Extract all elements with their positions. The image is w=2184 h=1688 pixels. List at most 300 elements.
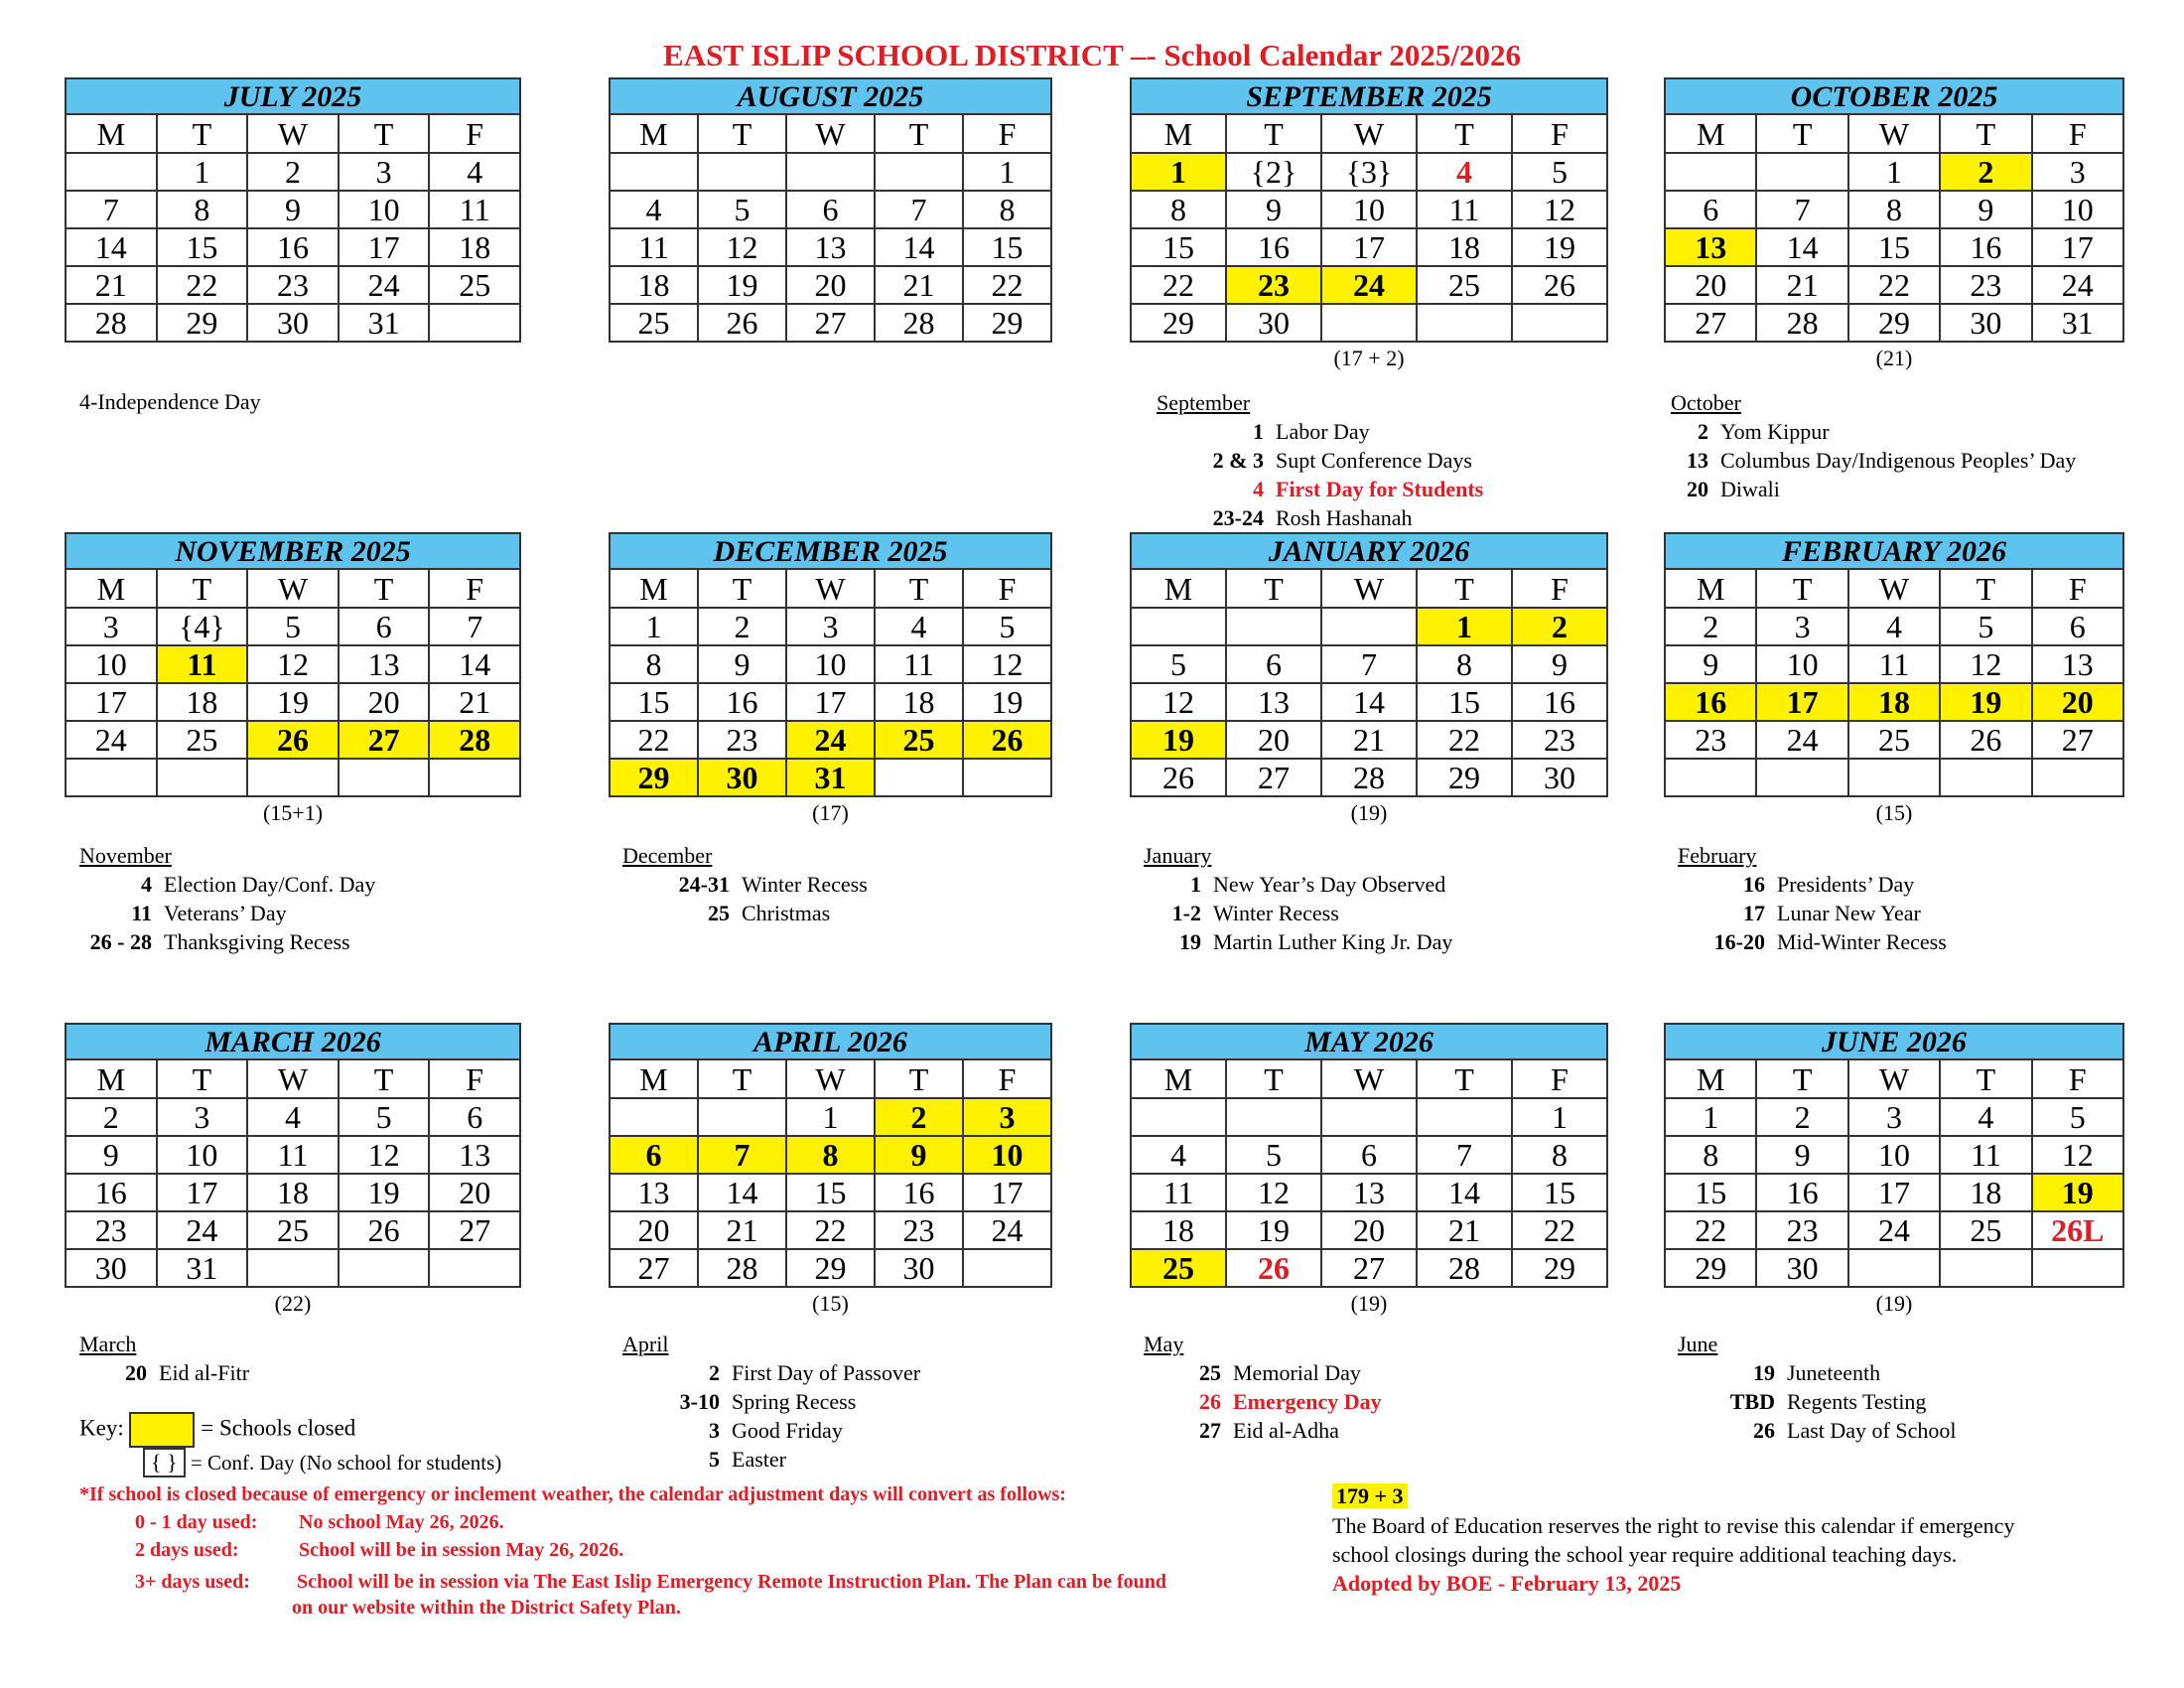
day-cell: 30: [1756, 1249, 1847, 1287]
week-row: [66, 645, 520, 683]
day-cell: 10: [339, 191, 430, 228]
instructional-day-count: (21): [1875, 346, 1913, 370]
day-cell: 19: [963, 683, 1051, 721]
day-cell: 18: [429, 228, 520, 266]
day-cell: 23: [698, 721, 786, 759]
note-date: 3-10: [679, 1389, 720, 1414]
day-cell: 10: [157, 1136, 248, 1174]
day-cell: 18: [1940, 1174, 2031, 1211]
week-row: [66, 191, 520, 228]
notes-april: [622, 1331, 920, 1474]
week-row: [1665, 1136, 2123, 1174]
week-row: [610, 228, 1051, 266]
week-row: [66, 1136, 520, 1174]
day-cell: 21: [698, 1211, 786, 1249]
week-row: [610, 1211, 1051, 1249]
week-row: [1665, 1211, 2123, 1249]
day-cell: 4: [1848, 608, 1940, 645]
instructional-day-count: (19): [1350, 1291, 1388, 1316]
week-row: [66, 1249, 520, 1287]
notes-heading: June: [1678, 1332, 1718, 1356]
day-cell: 18: [247, 1174, 339, 1211]
note-text: First Day for Students: [1276, 477, 1484, 501]
weekday-header: T: [1417, 1060, 1512, 1098]
day-cell: 28: [875, 304, 963, 342]
day-cell: 7: [1756, 191, 1847, 228]
weekday-header: W: [786, 1060, 875, 1098]
note-text: Veterans’ Day: [164, 901, 287, 925]
day-cell: 5: [1512, 153, 1607, 191]
day-cell: 20: [339, 683, 430, 721]
day-cell: 30: [247, 304, 339, 342]
day-cell: [1940, 1249, 2031, 1287]
day-cell: 27: [2032, 721, 2123, 759]
day-cell: 10: [66, 645, 157, 683]
day-cell: 1: [610, 608, 698, 645]
weekday-header-row: [1131, 570, 1607, 608]
note-text: Yom Kippur: [1720, 419, 1830, 444]
note-item: [1144, 870, 1452, 899]
weekday-header: W: [1321, 570, 1417, 608]
day-cell: 26: [247, 721, 339, 759]
day-cell: [610, 1098, 698, 1136]
note-item: [1678, 927, 1947, 956]
day-cell: 9: [1665, 645, 1756, 683]
day-cell: 15: [963, 228, 1051, 266]
weekday-header: F: [429, 115, 520, 153]
day-cell: 23: [66, 1211, 157, 1249]
note-date: 2: [709, 1360, 720, 1385]
weekday-header: F: [963, 1060, 1051, 1098]
day-cell: 9: [698, 645, 786, 683]
month-title: NOVEMBER 2025: [65, 532, 521, 570]
day-cell: 15: [1665, 1174, 1756, 1211]
emergency-row-0: [135, 1511, 504, 1534]
note-date: 1: [1190, 872, 1201, 897]
day-cell: 4: [1417, 153, 1512, 191]
day-cell: [610, 153, 698, 191]
day-cell: 24: [1756, 721, 1847, 759]
day-cell: 9: [66, 1136, 157, 1174]
page-title: EAST ISLIP SCHOOL DISTRICT –- School Calendar 2025/2026: [663, 38, 1521, 72]
day-cell: 28: [1756, 304, 1847, 342]
day-cell: [1131, 1098, 1226, 1136]
week-row: [610, 1249, 1051, 1287]
week-row: [1665, 721, 2123, 759]
week-row: [610, 304, 1051, 342]
day-cell: 17: [157, 1174, 248, 1211]
day-cell: 11: [157, 645, 248, 683]
day-cell: 13: [786, 228, 875, 266]
note-date: 5: [709, 1447, 720, 1472]
day-cell: 21: [429, 683, 520, 721]
total-days: [1332, 1483, 1408, 1509]
day-cell: 1: [786, 1098, 875, 1136]
weekday-header: F: [963, 115, 1051, 153]
note-independence-day: 4-Independence Day: [79, 389, 261, 414]
day-cell: 8: [610, 645, 698, 683]
note-item: [1144, 927, 1452, 956]
day-cell: 16: [1512, 683, 1607, 721]
day-cell: 29: [610, 759, 698, 796]
weekday-header: T: [875, 1060, 963, 1098]
day-cell: 15: [1131, 228, 1226, 266]
note-text: Spring Recess: [732, 1389, 857, 1414]
month-june: [1664, 1023, 2124, 1288]
key-conf-box: { }: [143, 1448, 186, 1477]
legend-conf: [143, 1448, 501, 1477]
weekday-header: T: [1417, 115, 1512, 153]
day-cell: 9: [1940, 191, 2031, 228]
day-cell: 26L: [2032, 1211, 2123, 1249]
day-cell: [875, 759, 963, 796]
weekday-header: M: [1131, 115, 1226, 153]
week-row: [1665, 153, 2123, 191]
day-cell: 8: [1512, 1136, 1607, 1174]
emergency-row-text: School will be in session May 26, 2026.: [299, 1539, 624, 1561]
day-cell: 17: [339, 228, 430, 266]
note-item: [1144, 899, 1452, 927]
month-january: [1130, 532, 1608, 797]
note-text: Supt Conference Days: [1276, 448, 1472, 473]
note-text: Juneteenth: [1787, 1360, 1881, 1385]
note-text: Easter: [732, 1447, 786, 1472]
day-cell: 4: [1131, 1136, 1226, 1174]
note-text: Thanksgiving Recess: [164, 929, 350, 954]
day-cell: 28: [429, 721, 520, 759]
day-cell: 21: [1756, 266, 1847, 304]
week-row: [66, 759, 520, 796]
day-cell: 8: [1848, 191, 1940, 228]
day-cell: 30: [66, 1249, 157, 1287]
day-cell: 8: [963, 191, 1051, 228]
day-cell: 25: [610, 304, 698, 342]
day-cell: 1: [1665, 1098, 1756, 1136]
day-cell: 30: [875, 1249, 963, 1287]
day-cell: 2: [1940, 153, 2031, 191]
day-cell: [1131, 608, 1226, 645]
key-closed-text: = Schools closed: [201, 1415, 356, 1441]
day-cell: 16: [1940, 228, 2031, 266]
month-grid: [1130, 1060, 1608, 1288]
day-cell: 17: [2032, 228, 2123, 266]
day-cell: 28: [66, 304, 157, 342]
weekday-header: W: [1321, 115, 1417, 153]
weekday-header: T: [875, 570, 963, 608]
week-row: [1665, 608, 2123, 645]
day-cell: 29: [1665, 1249, 1756, 1287]
month-title: FEBRUARY 2026: [1664, 532, 2124, 570]
day-cell: 8: [1131, 191, 1226, 228]
day-cell: 25: [875, 721, 963, 759]
weekday-header: M: [610, 1060, 698, 1098]
day-cell: 21: [1417, 1211, 1512, 1249]
week-row: [66, 266, 520, 304]
week-row: [610, 683, 1051, 721]
day-cell: [429, 1249, 520, 1287]
day-cell: 13: [1321, 1174, 1417, 1211]
day-cell: {3}: [1321, 153, 1417, 191]
day-cell: 19: [698, 266, 786, 304]
weekday-header: T: [339, 1060, 430, 1098]
day-cell: 29: [1848, 304, 1940, 342]
day-cell: 6: [610, 1136, 698, 1174]
note-item: [622, 870, 868, 899]
weekday-header: T: [698, 1060, 786, 1098]
day-cell: 12: [963, 645, 1051, 683]
note-text: Eid al-Adha: [1233, 1418, 1339, 1443]
month-november: [65, 532, 521, 797]
month-title: SEPTEMBER 2025: [1130, 77, 1608, 115]
day-cell: 18: [157, 683, 248, 721]
day-cell: 2: [1756, 1098, 1847, 1136]
day-cell: 28: [1321, 759, 1417, 796]
day-cell: 2: [698, 608, 786, 645]
day-cell: 22: [1417, 721, 1512, 759]
week-row: [66, 1211, 520, 1249]
day-cell: 22: [610, 721, 698, 759]
day-cell: 2: [247, 153, 339, 191]
day-cell: 11: [1131, 1174, 1226, 1211]
note-item: [1144, 1416, 1382, 1445]
instructional-day-count: (19): [1350, 800, 1388, 825]
day-cell: 11: [429, 191, 520, 228]
day-cell: 3: [963, 1098, 1051, 1136]
week-row: [1131, 266, 1607, 304]
note-text: Labor Day: [1276, 419, 1370, 444]
weekday-header: T: [1756, 115, 1847, 153]
day-cell: 18: [1131, 1211, 1226, 1249]
week-row: [610, 266, 1051, 304]
note-text: Rosh Hashanah: [1276, 505, 1413, 530]
weekday-header: M: [66, 1060, 157, 1098]
note-date: 16-20: [1713, 929, 1765, 954]
day-cell: 27: [1665, 304, 1756, 342]
weekday-header: M: [66, 115, 157, 153]
week-row: [610, 153, 1051, 191]
day-cell: 19: [339, 1174, 430, 1211]
weekday-header: W: [1848, 570, 1940, 608]
weekday-header: T: [157, 1060, 248, 1098]
month-july: [65, 77, 521, 343]
day-cell: 17: [1848, 1174, 1940, 1211]
day-cell: 1: [1848, 153, 1940, 191]
weekday-header: F: [429, 570, 520, 608]
month-title: JANUARY 2026: [1130, 532, 1608, 570]
note-date: 27: [1199, 1418, 1221, 1443]
day-cell: 28: [1417, 1249, 1512, 1287]
day-cell: [1321, 608, 1417, 645]
note-date: 1: [1253, 419, 1264, 444]
day-cell: 29: [1417, 759, 1512, 796]
day-cell: 13: [1226, 683, 1321, 721]
weekday-header: W: [1848, 1060, 1940, 1098]
note-item: [1144, 1358, 1382, 1387]
day-cell: 5: [339, 1098, 430, 1136]
day-cell: [339, 759, 430, 796]
day-cell: 1: [157, 153, 248, 191]
day-cell: 22: [157, 266, 248, 304]
key-closed-swatch: [129, 1412, 195, 1448]
day-cell: 8: [1417, 645, 1512, 683]
day-cell: [1848, 1249, 1940, 1287]
day-cell: 9: [1226, 191, 1321, 228]
day-cell: 17: [963, 1174, 1051, 1211]
day-cell: 22: [786, 1211, 875, 1249]
day-cell: 6: [1321, 1136, 1417, 1174]
weekday-header: M: [1665, 1060, 1756, 1098]
day-cell: 5: [1131, 645, 1226, 683]
day-cell: 20: [429, 1174, 520, 1211]
note-date: 20: [125, 1360, 147, 1385]
note-item: [622, 1358, 920, 1387]
day-cell: 9: [1756, 1136, 1847, 1174]
emergency-continuation: on our website within the District Safety Plan.: [292, 1597, 681, 1618]
day-cell: 3: [2032, 153, 2123, 191]
day-cell: 25: [429, 266, 520, 304]
weekday-header: T: [1756, 570, 1847, 608]
note-item: [1678, 870, 1947, 899]
day-cell: 20: [610, 1211, 698, 1249]
day-cell: 12: [698, 228, 786, 266]
day-cell: 23: [247, 266, 339, 304]
instructional-day-count: (22): [274, 1291, 312, 1316]
note-date: TBD: [1729, 1389, 1775, 1414]
weekday-header: W: [786, 115, 875, 153]
day-cell: 30: [1940, 304, 2031, 342]
weekday-header: W: [247, 570, 339, 608]
emergency-row-text: No school May 26, 2026.: [299, 1511, 504, 1533]
day-cell: [247, 759, 339, 796]
week-row: [1665, 228, 2123, 266]
emergency-row-text: School will be in session via The East Islip Emergency Remote Instruction Plan. The Plan can be found: [297, 1571, 1167, 1593]
day-cell: 3: [1848, 1098, 1940, 1136]
day-cell: [1512, 304, 1607, 342]
note-date: 4: [1253, 477, 1264, 501]
day-cell: 1: [1131, 153, 1226, 191]
day-cell: 26: [963, 721, 1051, 759]
note-text: Emergency Day: [1233, 1389, 1382, 1414]
day-cell: 10: [1321, 191, 1417, 228]
week-row: [66, 228, 520, 266]
day-cell: 19: [1131, 721, 1226, 759]
day-cell: 2: [875, 1098, 963, 1136]
day-cell: [1321, 304, 1417, 342]
note-item: [1144, 1387, 1382, 1416]
day-cell: 15: [610, 683, 698, 721]
day-cell: 12: [1940, 645, 2031, 683]
day-cell: 30: [1226, 304, 1321, 342]
week-row: [66, 1174, 520, 1211]
note-date: 13: [1687, 448, 1708, 473]
day-cell: 6: [1665, 191, 1756, 228]
weekday-header: M: [610, 115, 698, 153]
day-cell: {4}: [157, 608, 248, 645]
day-cell: 25: [1940, 1211, 2031, 1249]
week-row: [610, 608, 1051, 645]
day-cell: 25: [1131, 1249, 1226, 1287]
note-item: [622, 899, 868, 927]
notes-heading: December: [622, 843, 713, 868]
day-cell: 3: [1756, 608, 1847, 645]
day-cell: 7: [429, 608, 520, 645]
weekday-header: F: [429, 1060, 520, 1098]
day-cell: 20: [2032, 683, 2123, 721]
weekday-header-row: [1131, 1060, 1607, 1098]
note-text: Election Day/Conf. Day: [164, 872, 376, 897]
day-cell: 19: [1512, 228, 1607, 266]
day-cell: 20: [1321, 1211, 1417, 1249]
day-cell: [963, 759, 1051, 796]
day-cell: 22: [963, 266, 1051, 304]
weekday-header-row: [610, 115, 1051, 153]
month-title: AUGUST 2025: [609, 77, 1052, 115]
day-cell: [698, 1098, 786, 1136]
week-row: [1665, 1174, 2123, 1211]
note-text: Columbus Day/Indigenous Peoples’ Day: [1720, 448, 2077, 473]
day-cell: 13: [2032, 645, 2123, 683]
day-cell: 26: [1131, 759, 1226, 796]
day-cell: 27: [1226, 759, 1321, 796]
notes-heading: May: [1144, 1332, 1184, 1356]
day-cell: [1417, 304, 1512, 342]
month-february: [1664, 532, 2124, 797]
weekday-header: F: [1512, 115, 1607, 153]
day-cell: 26: [698, 304, 786, 342]
day-cell: 26: [1512, 266, 1607, 304]
day-cell: 31: [786, 759, 875, 796]
note-date: 25: [1199, 1360, 1221, 1385]
day-cell: [1417, 1098, 1512, 1136]
month-grid: [65, 570, 521, 797]
day-cell: 23: [1940, 266, 2031, 304]
week-row: [610, 721, 1051, 759]
instructional-day-count: (15): [812, 1291, 849, 1316]
weekday-header: T: [157, 115, 248, 153]
note-text: Mid-Winter Recess: [1777, 929, 1947, 954]
week-row: [66, 1098, 520, 1136]
day-cell: [1226, 1098, 1321, 1136]
weekday-header-row: [610, 570, 1051, 608]
weekday-header: T: [1226, 115, 1321, 153]
weekday-header: F: [2032, 115, 2123, 153]
week-row: [1131, 228, 1607, 266]
day-cell: 7: [698, 1136, 786, 1174]
day-cell: 27: [339, 721, 430, 759]
week-row: [610, 645, 1051, 683]
day-cell: 20: [786, 266, 875, 304]
day-cell: 13: [1665, 228, 1756, 266]
day-cell: 15: [1512, 1174, 1607, 1211]
month-september: [1130, 77, 1608, 343]
notes-may: [1144, 1331, 1382, 1445]
emergency-intro: *If school is closed because of emergency or inclement weather, the calendar adjustment days will convert as follows:: [79, 1483, 1066, 1505]
notes-december: [622, 842, 868, 927]
note-text: Winter Recess: [742, 872, 868, 897]
note-item: [79, 927, 375, 956]
week-row: [66, 721, 520, 759]
day-cell: 23: [875, 1211, 963, 1249]
week-row: [1131, 304, 1607, 342]
weekday-header: W: [247, 115, 339, 153]
instructional-day-count: (19): [1875, 1291, 1913, 1316]
note-item: [1157, 503, 1483, 532]
month-grid: [65, 1060, 521, 1288]
key-conf-text: = Conf. Day (No school for students): [190, 1451, 502, 1475]
day-cell: 12: [1512, 191, 1607, 228]
weekday-header-row: [610, 1060, 1051, 1098]
legend-key: [79, 1412, 355, 1448]
